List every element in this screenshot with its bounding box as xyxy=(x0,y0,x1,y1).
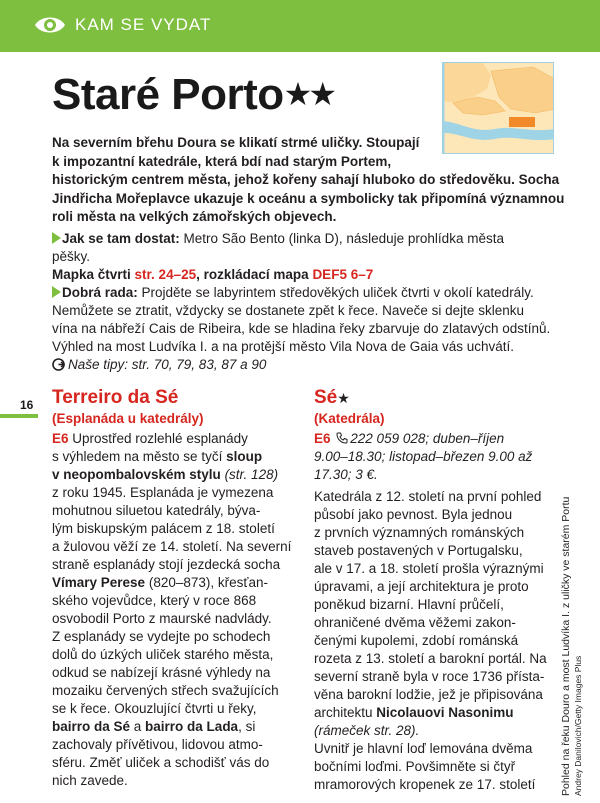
tips-block xyxy=(52,266,572,374)
section-title: Terreiro da Sé xyxy=(52,387,179,408)
map-reference-label: Mapka čtvrti xyxy=(52,267,131,282)
map-grid-ref: E6 xyxy=(52,431,69,446)
body-line: nich zavede. xyxy=(52,773,128,788)
body-line: se k řece. Okouzlující čtvrti u řeky, xyxy=(52,701,257,716)
body-line xyxy=(52,574,297,592)
page-ref: (rámeček str. 28). xyxy=(314,723,420,738)
info-line: 9.00–18.30; listopad–březen 9.00 až xyxy=(314,449,533,464)
phone-icon xyxy=(336,432,348,444)
body-line: mozaiku červených střech svažujících xyxy=(52,683,279,698)
photo-caption: Pohled na řeku Douro a most Ludvíka I. z uličky ve starém Portu xyxy=(560,496,572,796)
body-line: bočními loďmi. Povšimněte si čtyř xyxy=(314,759,516,774)
advice-line xyxy=(52,284,572,302)
section-title xyxy=(314,387,556,409)
section-header-bar xyxy=(0,0,600,52)
page-number: 16 xyxy=(20,398,34,412)
photographer-credit: Andrey Danilovich/Getty Images Plus xyxy=(573,655,583,796)
rating-star: ★ xyxy=(337,390,350,406)
how-to-label: Jak se tam dostat: xyxy=(62,231,180,246)
body-line: z roku 1945. Esplanáda je vymezena xyxy=(52,485,274,500)
section-title-text: Sé xyxy=(314,387,338,408)
advice-text: Projděte se labyrintem středověkých uliček čtvrti v okolí katedrály. xyxy=(137,285,534,300)
body-line xyxy=(314,704,556,722)
body-line: ale v 17. a 18. století prošla výraznými xyxy=(314,561,544,576)
photo-credit xyxy=(560,376,584,796)
body-line: straně esplanády stojí jezdecká socha xyxy=(52,557,281,572)
intro-line: k impozantní katedrále, která bdí nad starým Portem, xyxy=(52,153,392,169)
arrow-bullet-icon xyxy=(52,232,61,244)
body-text: a xyxy=(130,719,146,734)
body-line: z prvních významných románských xyxy=(314,525,525,540)
intro-line: Na severním břehu Doura se klikatí strmé uličky. Stoupají xyxy=(52,135,420,150)
arrow-bullet-icon xyxy=(52,286,61,298)
map-reference-grid: DEF5 6–7 xyxy=(312,267,374,282)
body-line xyxy=(52,430,297,448)
body-line: Uvnitř je hlavní loď lemována dvěma xyxy=(314,741,533,756)
map-reference-pages: str. 24–25 xyxy=(134,267,197,282)
map-grid-ref: E6 xyxy=(314,431,331,446)
tips-text: Naše tipy: str. 70, 79, 83, 87 a 90 xyxy=(68,357,267,372)
body-line: mramorových kropenek ze 17. století xyxy=(314,777,536,792)
map-reference-sep: , rozkládací mapa xyxy=(196,267,309,282)
page-ref: (str. 128) xyxy=(220,467,279,482)
body-text: architektu xyxy=(314,705,377,720)
body-line xyxy=(52,718,297,736)
body-line: severní straně byla v roce 1736 přísta- xyxy=(314,669,545,684)
body-text: s výhledem na město se tyčí xyxy=(52,449,227,464)
tips-line xyxy=(52,356,572,374)
body-line: osvobodil Porto z maurské nadvlády. xyxy=(52,611,272,626)
body-bold: bairro da Lada xyxy=(145,719,239,734)
body-line: zachovaly přívětivou, lidovou atmo- xyxy=(52,737,263,752)
body-line: úpravami, a její architektura je proto xyxy=(314,579,529,594)
section-terreiro-da-se xyxy=(52,387,297,790)
intro-line: historickým centrem města, jehož kořeny sahají hluboko do středověku. Socha xyxy=(52,172,560,187)
section-se-katedrala xyxy=(314,387,556,794)
body-line: sféru. Změť uliček a schodišť vás do xyxy=(52,755,270,770)
body-line: Katedrála z 12. století na první pohled xyxy=(314,489,542,504)
body-line: Z esplanády se vydejte po schodech xyxy=(52,629,271,644)
intro-line: roli města na velkých zámořských objevech. xyxy=(52,209,337,224)
info-line: 17.30; 3 €. xyxy=(314,467,378,482)
body-bold: Nicolauovi Nasonimu xyxy=(376,705,514,720)
page-title xyxy=(52,70,333,120)
contact-info: 222 059 028; duben–říjen xyxy=(350,431,505,446)
body-text: , si xyxy=(238,719,256,734)
advice-line: Výhled na most Ludvíka I. a na protější město Vila Nova de Gaia vás uchvátí. xyxy=(52,339,514,354)
body-text: (820–873), křesťan- xyxy=(145,575,268,590)
tips-icon xyxy=(52,358,65,371)
body-bold: Vímary Perese xyxy=(52,575,146,590)
how-to-line xyxy=(52,230,572,248)
how-to-text: Metro São Bento (linka D), následuje prohlídka města xyxy=(179,231,504,246)
body-line: dolů do úzkých uliček starého města, xyxy=(52,647,274,662)
intro-line: Jindřicha Mořeplavce ukazuje k oceánu a symbolicky tak připomíná významnou xyxy=(52,190,565,206)
body-line: a žulovou věží ze 14. století. Na severní xyxy=(52,539,292,554)
how-to-line2: pěšky. xyxy=(52,249,91,264)
how-to-get-there xyxy=(52,230,572,266)
section-subtitle: (Katedrála) xyxy=(314,411,385,426)
body-line xyxy=(52,466,297,484)
section-label: KAM SE VYDAT xyxy=(75,15,212,34)
body-line: rozeta z 13. století a barokní portál. Na xyxy=(314,651,547,666)
advice-line: Nemůžete se ztratit, vždycky se dostanete zpět k řece. Naveče si dejte sklenku xyxy=(52,303,524,318)
body-line: odkud se nabízejí krásné výhledy na xyxy=(52,665,271,680)
body-line: ského vojevůdce, který v roce 868 xyxy=(52,593,257,608)
info-line xyxy=(314,430,556,448)
body-line: lým biskupským palácem z 18. století xyxy=(52,521,275,536)
body-line: věna barokní lodžie, jež je připisována xyxy=(314,687,543,702)
page-number-bar xyxy=(0,414,38,418)
body-bold: sloup xyxy=(226,449,263,464)
body-line: čenými kupolemi, zdobí románská xyxy=(314,633,519,648)
map-reference xyxy=(52,266,572,284)
advice-label: Dobrá rada: xyxy=(62,285,138,300)
body-line: staveb postavených v Portugalsku, xyxy=(314,543,523,558)
section-subtitle: (Esplanáda u katedrály) xyxy=(52,411,204,426)
body-line: působí jako pevnost. Byla jednou xyxy=(314,507,513,522)
body-bold: v neopombalovském stylu xyxy=(52,467,221,482)
eye-icon xyxy=(34,14,66,36)
advice-line: vína na nábřeží Cais de Ribeira, kde se hladina řeky zbarvuje do zlatavých odstínů. xyxy=(52,321,551,336)
body-text: Uprostřed rozlehlé esplanády xyxy=(68,431,248,446)
body-line: ohraničené dvěma věžemi zakon- xyxy=(314,615,516,630)
body-line: mohutnou siluetou katedrály, býva- xyxy=(52,503,261,518)
body-bold: bairro da Sé xyxy=(52,719,131,734)
page-title-text: Staré Porto xyxy=(52,70,284,119)
body-line xyxy=(52,448,297,466)
rating-stars: ★★ xyxy=(283,76,334,112)
intro-paragraph xyxy=(52,134,572,227)
body-line: poněkud bizarní. Hlavní průčelí, xyxy=(314,597,504,612)
